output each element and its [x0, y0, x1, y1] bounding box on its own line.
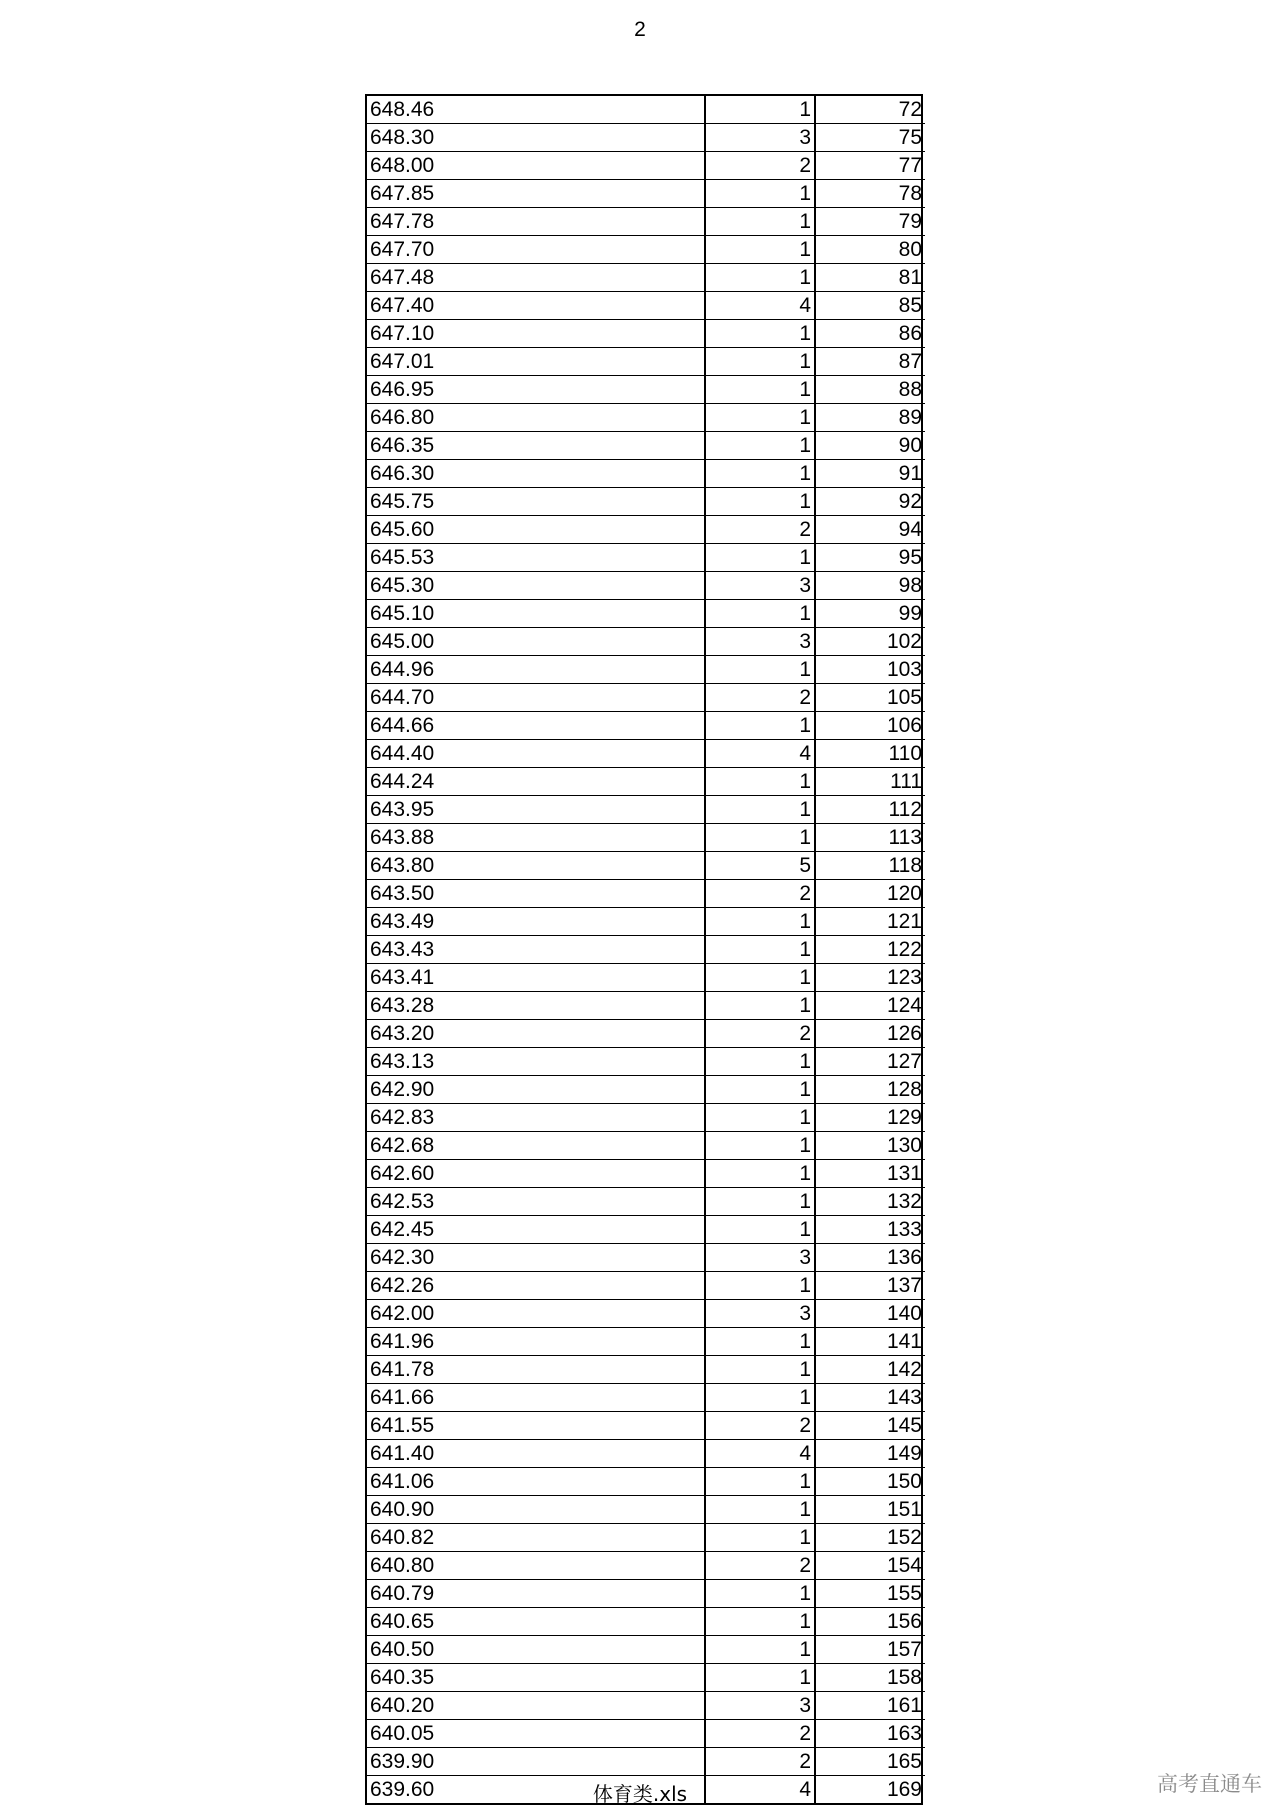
- table-row: [367, 936, 925, 964]
- count-cell: 2: [705, 1748, 815, 1776]
- score-cell: 640.90: [367, 1496, 705, 1524]
- table-row: [367, 572, 925, 600]
- count-cell: 1: [705, 656, 815, 684]
- score-cell: 646.35: [367, 432, 705, 460]
- cumulative-cell: 80: [815, 236, 925, 264]
- count-cell: 3: [705, 1300, 815, 1328]
- score-cell: 643.20: [367, 1020, 705, 1048]
- watermark: 高考直通车: [1157, 1772, 1262, 1796]
- score-cell: 644.96: [367, 656, 705, 684]
- count-cell: 1: [705, 1636, 815, 1664]
- table-row: [367, 460, 925, 488]
- table-row: [367, 712, 925, 740]
- count-cell: 1: [705, 796, 815, 824]
- cumulative-cell: 142: [815, 1356, 925, 1384]
- score-table: [365, 94, 923, 1805]
- count-cell: 1: [705, 992, 815, 1020]
- score-cell: 640.82: [367, 1524, 705, 1552]
- count-cell: 2: [705, 1720, 815, 1748]
- score-cell: 639.90: [367, 1748, 705, 1776]
- cumulative-cell: 143: [815, 1384, 925, 1412]
- score-cell: 642.30: [367, 1244, 705, 1272]
- table-row: [367, 1412, 925, 1440]
- cumulative-cell: 169: [886, 1778, 922, 1801]
- table-row: [367, 236, 925, 264]
- footer-filename: 体育类.xls: [592, 1782, 688, 1806]
- cumulative-cell: 145: [815, 1412, 925, 1440]
- table-row: [367, 1132, 925, 1160]
- cumulative-cell: 89: [815, 404, 925, 432]
- count-cell: 1: [705, 908, 815, 936]
- table-row: [367, 516, 925, 544]
- table-row: [367, 488, 925, 516]
- score-cell: 645.75: [367, 488, 705, 516]
- table-row: [367, 1692, 925, 1720]
- score-cell: 644.66: [367, 712, 705, 740]
- score-cell: 641.06: [367, 1468, 705, 1496]
- count-cell: 1: [705, 460, 815, 488]
- count-cell: 1: [705, 432, 815, 460]
- score-cell: 643.95: [367, 796, 705, 824]
- table-row: [367, 320, 925, 348]
- table-row: [367, 348, 925, 376]
- count-cell: 1: [705, 180, 815, 208]
- table-row: [367, 1048, 925, 1076]
- score-cell: 640.05: [367, 1720, 705, 1748]
- score-cell: 648.00: [367, 152, 705, 180]
- table-row: [367, 1020, 925, 1048]
- table-row: [367, 1468, 925, 1496]
- score-cell: 642.90: [367, 1076, 705, 1104]
- cumulative-cell: 77: [815, 152, 925, 180]
- score-cell: 644.70: [367, 684, 705, 712]
- score-cell: 642.45: [367, 1216, 705, 1244]
- score-cell: 648.46: [367, 96, 705, 124]
- table-row: [367, 852, 925, 880]
- count-cell: 3: [705, 124, 815, 152]
- score-cell: 645.00: [367, 628, 705, 656]
- table-row: [367, 1160, 925, 1188]
- cumulative-cell: 95: [815, 544, 925, 572]
- count-cell: 1: [705, 1664, 815, 1692]
- count-cell: 1: [705, 1132, 815, 1160]
- cumulative-cell: 123: [815, 964, 925, 992]
- table-row: [367, 264, 925, 292]
- count-cell: 1: [705, 236, 815, 264]
- cumulative-cell: 136: [815, 1244, 925, 1272]
- table-row: [367, 1580, 925, 1608]
- score-table-body: [367, 96, 925, 1803]
- table-row: [367, 1076, 925, 1104]
- cumulative-cell: 112: [815, 796, 925, 824]
- count-cell: 1: [705, 1160, 815, 1188]
- table-row: [367, 880, 925, 908]
- score-cell: 647.85: [367, 180, 705, 208]
- score-cell: 640.79: [367, 1580, 705, 1608]
- score-cell: 641.96: [367, 1328, 705, 1356]
- cumulative-cell: 132: [815, 1188, 925, 1216]
- cumulative-cell: 105: [815, 684, 925, 712]
- table-row: [367, 180, 925, 208]
- table-row: [367, 824, 925, 852]
- cumulative-cell: 158: [815, 1664, 925, 1692]
- table-row: [367, 1636, 925, 1664]
- table-row: [367, 796, 925, 824]
- cumulative-cell: 110: [815, 740, 925, 768]
- score-cell: 645.10: [367, 600, 705, 628]
- cumulative-cell: 152: [815, 1524, 925, 1552]
- count-cell: 4: [705, 292, 815, 320]
- count-cell: 1: [705, 768, 815, 796]
- count-cell: 1: [705, 1328, 815, 1356]
- score-cell: 640.65: [367, 1608, 705, 1636]
- table-row: [367, 124, 925, 152]
- table-row: [367, 1300, 925, 1328]
- score-cell: 648.30: [367, 124, 705, 152]
- score-cell: 640.20: [367, 1692, 705, 1720]
- count-cell: 3: [705, 1692, 815, 1720]
- score-cell: 643.88: [367, 824, 705, 852]
- cumulative-cell: 103: [815, 656, 925, 684]
- table-row: [367, 656, 925, 684]
- cumulative-cell: 124: [815, 992, 925, 1020]
- cumulative-cell: 133: [815, 1216, 925, 1244]
- cumulative-cell: 72: [815, 96, 925, 124]
- cumulative-cell: 92: [815, 488, 925, 516]
- cumulative-cell: 140: [815, 1300, 925, 1328]
- cumulative-cell: 157: [815, 1636, 925, 1664]
- table-row: [367, 768, 925, 796]
- score-cell: 647.70: [367, 236, 705, 264]
- cumulative-cell: 150: [815, 1468, 925, 1496]
- count-cell: 1: [705, 1076, 815, 1104]
- table-row: [367, 376, 925, 404]
- score-cell: 643.80: [367, 852, 705, 880]
- count-cell: 1: [705, 600, 815, 628]
- score-cell: 646.30: [367, 460, 705, 488]
- table-row: [367, 1328, 925, 1356]
- count-cell: 1: [705, 404, 815, 432]
- cumulative-cell: 149: [815, 1440, 925, 1468]
- score-cell: 642.00: [367, 1300, 705, 1328]
- count-cell: 2: [705, 152, 815, 180]
- cumulative-cell: 87: [815, 348, 925, 376]
- table-row: [367, 1188, 925, 1216]
- cumulative-cell: 156: [815, 1608, 925, 1636]
- table-row: [367, 292, 925, 320]
- score-cell: 645.30: [367, 572, 705, 600]
- count-cell: 1: [705, 488, 815, 516]
- table-row: [367, 432, 925, 460]
- table-row: [367, 1356, 925, 1384]
- table-row: [367, 740, 925, 768]
- table-row: [367, 1384, 925, 1412]
- cumulative-cell: 155: [815, 1580, 925, 1608]
- cumulative-cell: 141: [815, 1328, 925, 1356]
- cumulative-cell: 128: [815, 1076, 925, 1104]
- table-row: [367, 1748, 925, 1776]
- cumulative-cell: 129: [815, 1104, 925, 1132]
- count-cell: 1: [705, 264, 815, 292]
- score-cell: 647.01: [367, 348, 705, 376]
- count-cell: 1: [705, 96, 815, 124]
- count-cell: 1: [705, 1104, 815, 1132]
- score-cell: 647.78: [367, 208, 705, 236]
- count-cell: 1: [705, 964, 815, 992]
- count-cell: 1: [705, 376, 815, 404]
- count-cell: 5: [705, 852, 815, 880]
- table-row: [367, 544, 925, 572]
- count-cell: 1: [705, 1608, 815, 1636]
- cumulative-cell: 106: [815, 712, 925, 740]
- count-cell: 1: [705, 1384, 815, 1412]
- count-cell: 1: [705, 1356, 815, 1384]
- cumulative-cell: 121: [815, 908, 925, 936]
- count-cell: 1: [705, 348, 815, 376]
- count-cell: 1: [705, 1272, 815, 1300]
- score-cell: 640.35: [367, 1664, 705, 1692]
- cumulative-cell: 98: [815, 572, 925, 600]
- cumulative-cell: 78: [815, 180, 925, 208]
- count-cell: 2: [705, 1020, 815, 1048]
- table-row: [367, 1104, 925, 1132]
- cumulative-cell: 131: [815, 1160, 925, 1188]
- cumulative-cell: 137: [815, 1272, 925, 1300]
- table-row: [367, 1496, 925, 1524]
- count-cell: 1: [705, 1580, 815, 1608]
- count-cell: 3: [705, 628, 815, 656]
- cumulative-cell: 113: [815, 824, 925, 852]
- table-row: [367, 1664, 925, 1692]
- count-cell: 1: [705, 1216, 815, 1244]
- score-cell: 645.60: [367, 516, 705, 544]
- count-cell: 1: [705, 1524, 815, 1552]
- cumulative-cell: 99: [815, 600, 925, 628]
- score-cell: 644.40: [367, 740, 705, 768]
- table-row: [367, 1216, 925, 1244]
- count-cell: 2: [705, 684, 815, 712]
- score-cell: 643.49: [367, 908, 705, 936]
- score-cell: 646.95: [367, 376, 705, 404]
- table-row: [367, 628, 925, 656]
- table-row: [367, 1440, 925, 1468]
- score-cell: 642.53: [367, 1188, 705, 1216]
- count-cell: 2: [705, 1552, 815, 1580]
- cumulative-cell: 75: [815, 124, 925, 152]
- score-cell: 643.13: [367, 1048, 705, 1076]
- page-number: 2: [634, 18, 646, 41]
- score-table-grid: [367, 96, 925, 1803]
- score-cell: 647.10: [367, 320, 705, 348]
- table-row: [367, 992, 925, 1020]
- score-cell: 642.68: [367, 1132, 705, 1160]
- cumulative-cell: 79: [815, 208, 925, 236]
- count-cell: 1: [705, 936, 815, 964]
- cumulative-cell: 86: [815, 320, 925, 348]
- cumulative-cell: 127: [815, 1048, 925, 1076]
- table-row: [367, 1272, 925, 1300]
- count-cell: 4: [705, 1776, 815, 1804]
- count-cell: 1: [705, 320, 815, 348]
- table-row: [367, 208, 925, 236]
- score-cell: 644.24: [367, 768, 705, 796]
- score-cell: 645.53: [367, 544, 705, 572]
- score-cell: 642.26: [367, 1272, 705, 1300]
- score-cell: 643.41: [367, 964, 705, 992]
- cumulative-cell: 165: [815, 1748, 925, 1776]
- cumulative-cell: 91: [815, 460, 925, 488]
- cumulative-cell: 90: [815, 432, 925, 460]
- table-row: [367, 152, 925, 180]
- table-row: [367, 1608, 925, 1636]
- cumulative-cell: 120: [815, 880, 925, 908]
- cumulative-cell: 118: [815, 852, 925, 880]
- cumulative-cell: 151: [815, 1496, 925, 1524]
- cumulative-cell: 85: [815, 292, 925, 320]
- cumulative-cell: 154: [815, 1552, 925, 1580]
- cumulative-cell: 163: [815, 1720, 925, 1748]
- score-cell: 643.28: [367, 992, 705, 1020]
- count-cell: 2: [705, 516, 815, 544]
- table-row: [367, 964, 925, 992]
- score-cell: 639.60: [367, 1776, 705, 1804]
- table-row: [367, 1524, 925, 1552]
- count-cell: 2: [705, 1412, 815, 1440]
- score-cell: 641.78: [367, 1356, 705, 1384]
- table-row: [367, 684, 925, 712]
- cumulative-cell: 88: [815, 376, 925, 404]
- cumulative-cell: 161: [815, 1692, 925, 1720]
- score-cell: 640.80: [367, 1552, 705, 1580]
- score-cell: 642.60: [367, 1160, 705, 1188]
- score-cell: 647.48: [367, 264, 705, 292]
- count-cell: 1: [705, 1496, 815, 1524]
- table-row: [367, 1720, 925, 1748]
- table-row: [367, 96, 925, 124]
- count-cell: 1: [705, 824, 815, 852]
- table-row: [367, 404, 925, 432]
- count-cell: 1: [705, 544, 815, 572]
- count-cell: 1: [705, 208, 815, 236]
- score-cell: 641.40: [367, 1440, 705, 1468]
- count-cell: 1: [705, 1468, 815, 1496]
- score-cell: 646.80: [367, 404, 705, 432]
- count-cell: 4: [705, 1440, 815, 1468]
- score-cell: 640.50: [367, 1636, 705, 1664]
- cumulative-cell: 81: [815, 264, 925, 292]
- score-cell: 641.66: [367, 1384, 705, 1412]
- count-cell: 1: [705, 712, 815, 740]
- cumulative-cell: 126: [815, 1020, 925, 1048]
- score-cell: 647.40: [367, 292, 705, 320]
- cumulative-cell: 130: [815, 1132, 925, 1160]
- table-row: [367, 1552, 925, 1580]
- table-row: [367, 908, 925, 936]
- score-cell: 643.50: [367, 880, 705, 908]
- score-cell: 642.83: [367, 1104, 705, 1132]
- count-cell: 1: [705, 1048, 815, 1076]
- count-cell: 2: [705, 880, 815, 908]
- score-cell: 643.43: [367, 936, 705, 964]
- table-row: [367, 600, 925, 628]
- count-cell: 4: [705, 740, 815, 768]
- score-cell: 641.55: [367, 1412, 705, 1440]
- cumulative-cell: 94: [815, 516, 925, 544]
- count-cell: 3: [705, 572, 815, 600]
- table-row: [367, 1244, 925, 1272]
- count-cell: 1: [705, 1188, 815, 1216]
- cumulative-cell: 122: [815, 936, 925, 964]
- count-cell: 3: [705, 1244, 815, 1272]
- cumulative-cell: 111: [815, 768, 925, 796]
- cumulative-cell: 102: [815, 628, 925, 656]
